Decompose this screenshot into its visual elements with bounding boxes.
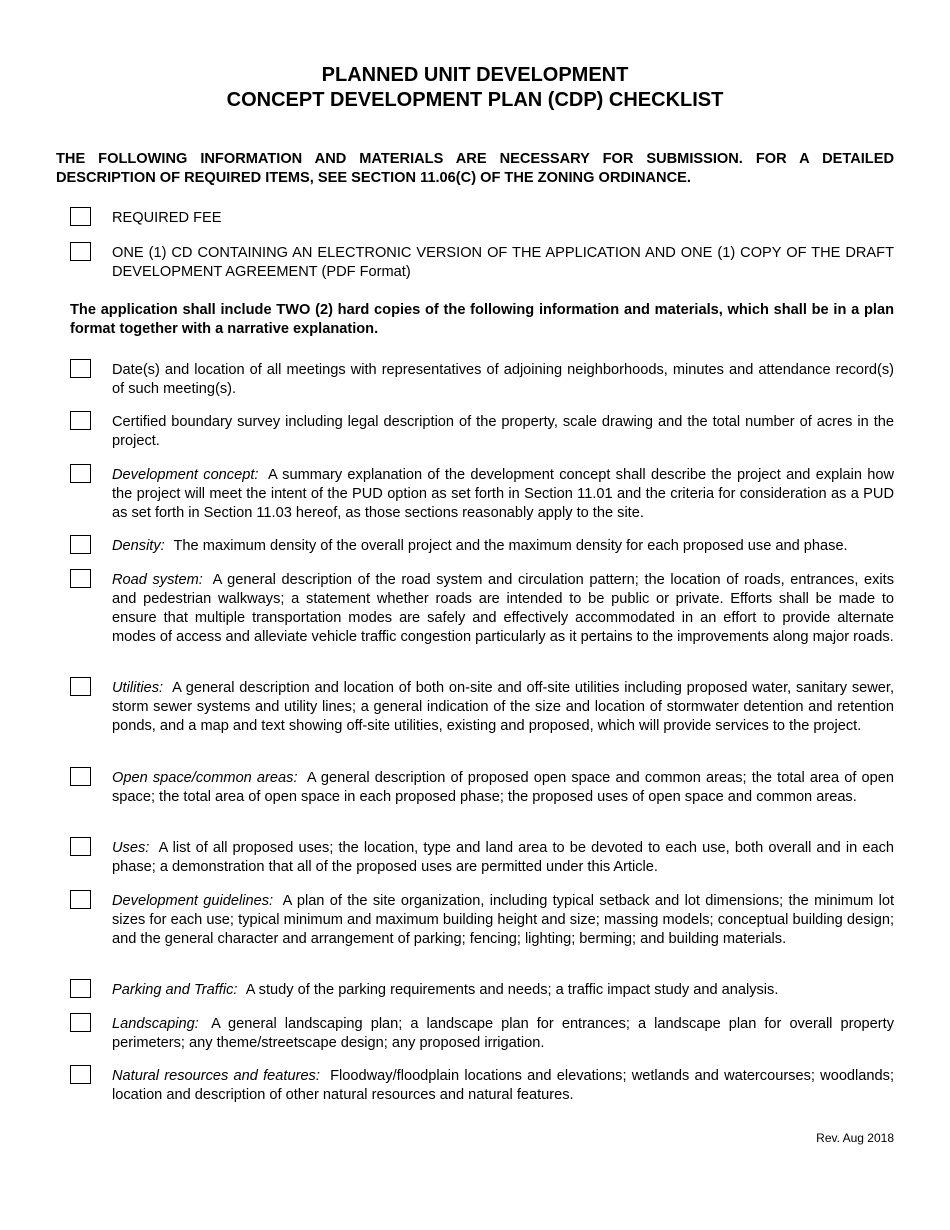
item-text xyxy=(112,413,894,451)
item-body: REQUIRED FEE xyxy=(112,210,222,226)
item-title: Density: xyxy=(112,538,165,554)
item-title: Development concept: xyxy=(112,467,259,483)
checkbox[interactable] xyxy=(70,359,91,378)
item-title: Development guidelines: xyxy=(112,893,274,909)
item-text xyxy=(112,679,894,736)
item-text xyxy=(112,839,894,877)
checkbox[interactable] xyxy=(70,411,91,430)
item-body: A general description of the road system and circulation pattern; the location of roads, entrances, exits and pedestrian walkways; a statement whether roads are intended to be public or private. Efforts shall be made to ensure that multiple transportation modes are safely and effectively accommodated in an effort to provide alternate modes of access and alleviate vehicle traffic congestion particularly as it pertains to the improvements along major roads. xyxy=(112,572,895,645)
revision-date: Rev. Aug 2018 xyxy=(816,1131,894,1145)
intro-instructions: THE FOLLOWING INFORMATION AND MATERIALS ARE NECESSARY FOR SUBMISSION. FOR A DETAILED DESCRIPTION OF REQUIRED ITEMS, SEE SECTION 11.06(C) OF THE ZONING ORDINANCE. xyxy=(56,151,894,186)
item-text xyxy=(112,1015,894,1053)
page-subtitle: CONCEPT DEVELOPMENT PLAN (CDP) CHECKLIST xyxy=(226,89,724,111)
item-body: A list of all proposed uses; the location, type and land area to be devoted to each use, both overall and in each phase; a demonstration that all of the proposed uses are permitted under this Article. xyxy=(112,840,894,875)
checkbox[interactable] xyxy=(70,979,91,998)
item-title: Uses: xyxy=(112,840,150,856)
item-title: Road system: xyxy=(112,572,203,588)
checkbox[interactable] xyxy=(70,1013,91,1032)
item-text xyxy=(112,571,894,647)
item-body: A general landscaping plan; a landscape plan for entrances; a landscape plan for overall property perimeters; any theme/streetscape design; any proposed irrigation. xyxy=(112,1016,895,1051)
item-text xyxy=(112,537,894,556)
checkbox[interactable] xyxy=(70,535,91,554)
item-text xyxy=(112,769,894,807)
item-text xyxy=(112,466,894,523)
item-title: Parking and Traffic: xyxy=(112,982,238,998)
item-body: A general description of proposed open space and common areas; the total area of open space; the total area of open space in each proposed phase; the proposed uses of open space and common areas. xyxy=(112,770,894,805)
checkbox[interactable] xyxy=(70,890,91,909)
checkbox[interactable] xyxy=(70,837,91,856)
item-title: Open space/common areas: xyxy=(112,770,298,786)
item-text xyxy=(112,361,894,399)
item-body: Certified boundary survey including legal description of the property, scale drawing and the total number of acres in the project. xyxy=(112,414,894,449)
checkbox[interactable] xyxy=(70,464,91,483)
item-text xyxy=(112,981,894,1000)
item-title: Utilities: xyxy=(112,680,164,696)
item-body: A summary explanation of the development concept shall describe the project and explain how the project will meet the intent of the PUD option as set forth in Section 11.01 and the criteria for consideration as a PUD as set forth in Section 11.03 hereof, as those sections reasonably apply to the site. xyxy=(112,467,895,521)
checkbox[interactable] xyxy=(70,677,91,696)
checkbox[interactable] xyxy=(70,207,91,226)
item-title: Natural resources and features: xyxy=(112,1068,320,1084)
item-body: Floodway/floodplain locations and elevations; wetlands and watercourses; woodlands; location and description of other natural resources and natural features. xyxy=(112,1068,894,1103)
page-title: PLANNED UNIT DEVELOPMENT xyxy=(321,64,629,86)
item-body: Date(s) and location of all meetings with representatives of adjoining neighborhoods, minutes and attendance record(s) of such meeting(s). xyxy=(112,362,894,397)
item-body: The maximum density of the overall project and the maximum density for each proposed use and phase. xyxy=(173,538,848,554)
checkbox[interactable] xyxy=(70,1065,91,1084)
item-body: ONE (1) CD CONTAINING AN ELECTRONIC VERSION OF THE APPLICATION AND ONE (1) COPY OF THE DRAFT DEVELOPMENT AGREEMENT (PDF Format) xyxy=(112,245,894,280)
item-text xyxy=(112,1067,894,1105)
item-text xyxy=(112,892,894,949)
item-body: A general description and location of both on-site and off-site utilities including proposed water, sanitary sewer, storm sewer systems and utility lines; a general indication of the size and location of stormwater detention and retention ponds, and a map and text showing off-site utilities, existing and proposed, which will provide services to the project. xyxy=(112,680,894,734)
checkbox[interactable] xyxy=(70,767,91,786)
hard-copies-note: The application shall include TWO (2) hard copies of the following information and materials, which shall be in a plan format together with a narrative explanation. xyxy=(70,302,894,337)
item-title: Landscaping: xyxy=(112,1016,199,1032)
item-text xyxy=(112,244,894,282)
checkbox[interactable] xyxy=(70,569,91,588)
item-body: A study of the parking requirements and needs; a traffic impact study and analysis. xyxy=(245,982,779,998)
checkbox[interactable] xyxy=(70,242,91,261)
item-text xyxy=(112,209,894,228)
item-body: A plan of the site organization, including typical setback and lot dimensions; the minimum lot sizes for each use; typical minimum and maximum building height and size; massing models; conceptual building design; and the general character and arrangement of parking; fencing; lighting; berming; and building materials. xyxy=(112,893,894,947)
